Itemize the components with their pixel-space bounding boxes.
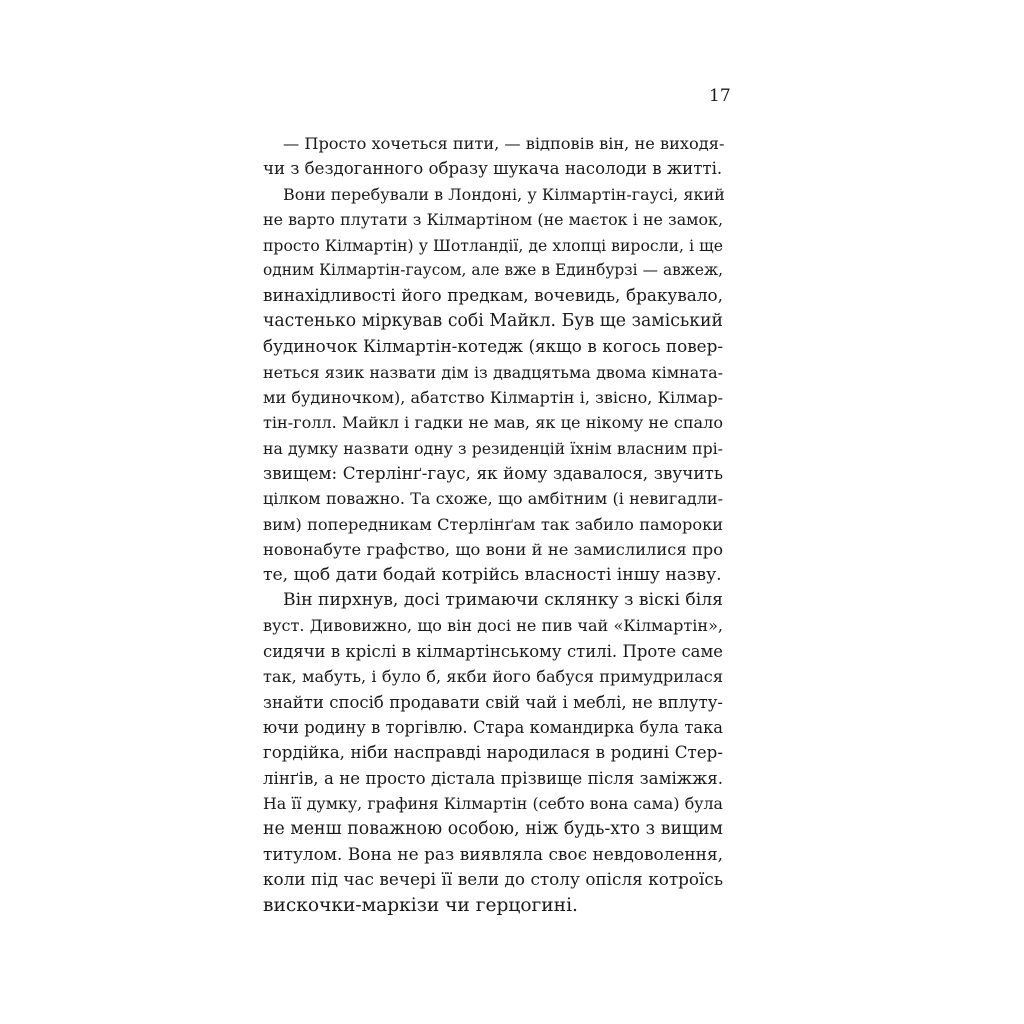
text-line: одним Кілмартін-гаусом, але вже в Единбурзі — авжеж, bbox=[263, 260, 723, 279]
page-number: 17 bbox=[709, 86, 731, 106]
text-line: вискочки-маркізи чи герцогині. bbox=[263, 894, 578, 916]
text-line: просто Кілмартін) у Шотландії, де хлопці виросли, і ще bbox=[263, 235, 723, 255]
text-line: будиночок Кілмартін-котедж (якщо в когось повер- bbox=[263, 336, 723, 357]
text-line: новонабуте графство, що вони й не замислилися про bbox=[263, 540, 723, 560]
text-line: сидячи в кріслі в кілмартінському стилі. Проте саме bbox=[263, 641, 723, 661]
text-line: Вони перебували в Лондоні, у Кілмартін-гаусі, який bbox=[283, 184, 725, 204]
text-line: знайти спосіб продавати свій чай і меблі, не вплуту- bbox=[263, 692, 723, 712]
text-line: чи з бездоганного образу шукача насолоди в житті. bbox=[263, 159, 723, 179]
text-line: коли під час вечері її вели до столу опісля котроїсь bbox=[263, 869, 723, 890]
text-line: лінґів, а не просто дістала прізвище після заміжжя. bbox=[263, 768, 723, 788]
text-line: — Просто хочеться пити, — відповів він, не виходя- bbox=[283, 134, 725, 153]
text-line: цілком поважно. Та схоже, що амбітним (і невигадли- bbox=[263, 489, 723, 509]
text-line: вуст. Дивовижно, що він досі не пив чай «Кілмартін», bbox=[263, 616, 723, 636]
text-line: Він пирхнув, досі тримаючи склянку з віскі біля bbox=[283, 590, 724, 611]
text-line: звищем: Стерлінґ-гаус, як йому здавалося, звучить bbox=[263, 463, 723, 484]
text-line: так, мабуть, і було б, якби його бабуся примудрилася bbox=[263, 667, 723, 687]
text-line: ючи родину в торгівлю. Стара командирка була така bbox=[263, 717, 723, 737]
body-text bbox=[263, 131, 723, 918]
text-line: На її думку, графиня Кілмартін (себто вона сама) була bbox=[263, 794, 723, 814]
text-line: неться язик назвати дім із двадцятьма двома кімната- bbox=[263, 362, 723, 382]
text-line: гордійка, ніби насправді народилася в родині Стер- bbox=[263, 742, 723, 763]
text-line: винахідливості його предкам, вочевидь, бракувало, bbox=[263, 285, 723, 306]
text-line: те, щоб дати бодай котрійсь власності іншу назву. bbox=[263, 564, 722, 585]
text-line: не менш поважною особою, ніж будь-хто з вищим bbox=[263, 818, 723, 839]
text-line: частенько міркував собі Майкл. Був ще заміський bbox=[263, 310, 723, 331]
text-line: ми будиночком), абатство Кілмартін і, звісно, Кілмар- bbox=[263, 387, 723, 407]
text-line: не варто плутати з Кілмартіном (не маєток і не замок, bbox=[263, 210, 723, 230]
text-line: вим) попередникам Стерлінґам так забило памороки bbox=[263, 514, 723, 534]
text-line: тін-голл. Майкл і гадки не мав, як це нікому не спало bbox=[263, 413, 723, 433]
text-line: титулом. Вона не раз виявляла своє невдоволення, bbox=[263, 843, 723, 864]
text-line: на думку назвати одну з резиденцій їхнім власним прі- bbox=[263, 438, 723, 458]
